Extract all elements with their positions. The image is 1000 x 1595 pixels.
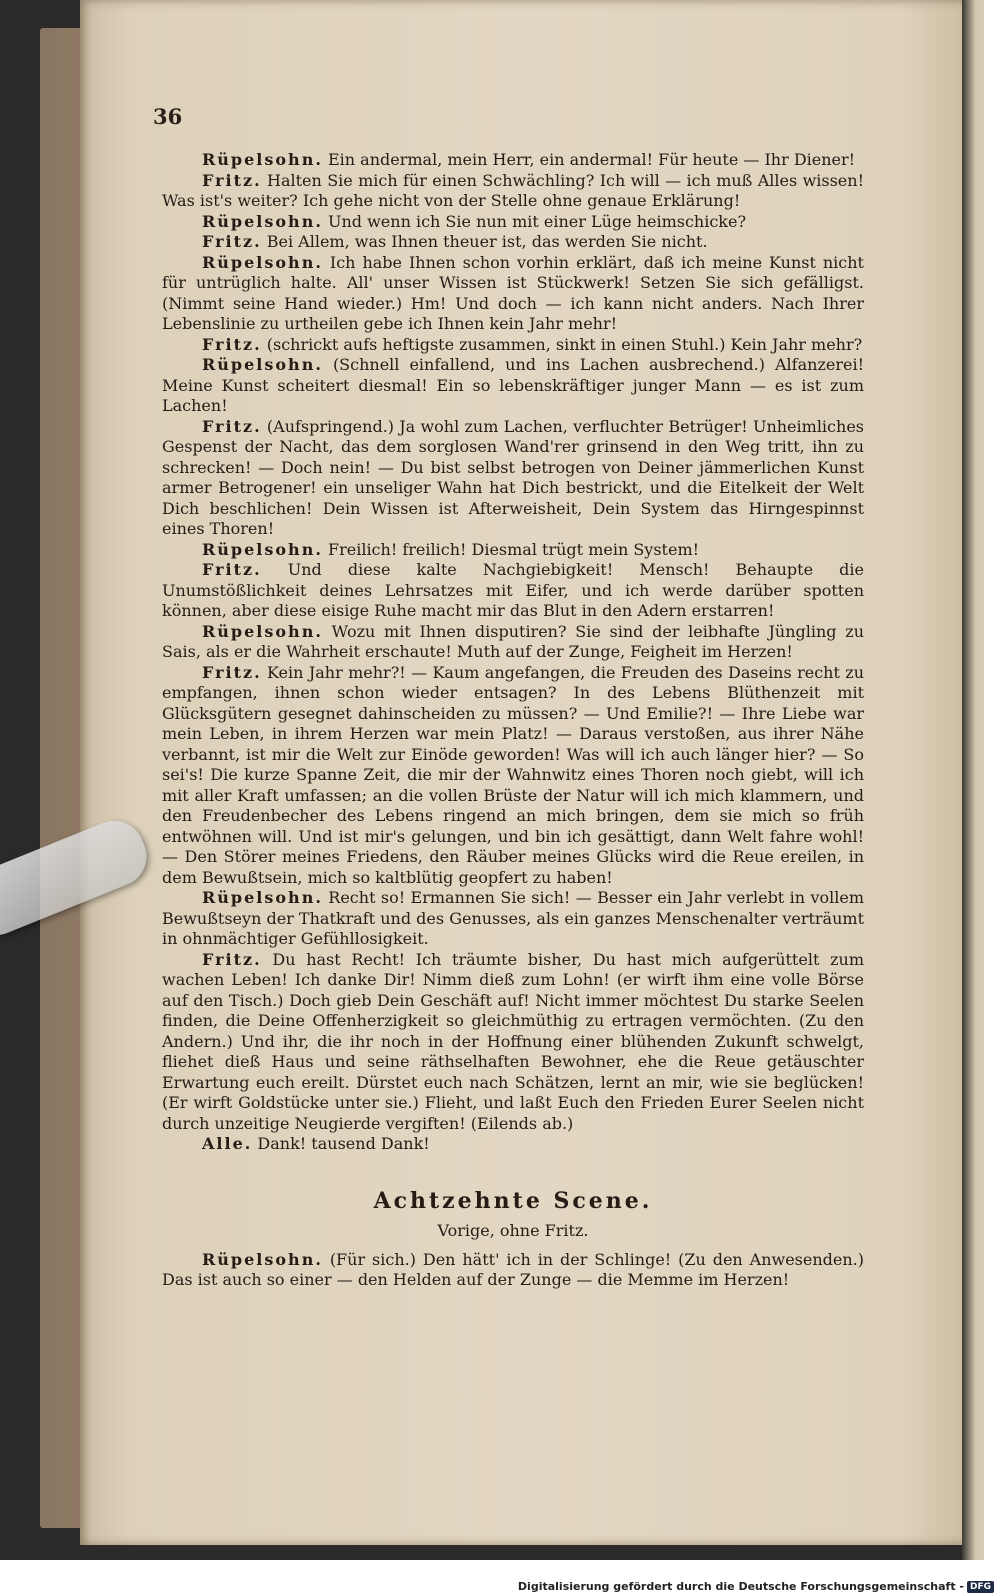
dialogue-text: Ich habe Ihnen schon vorhin erklärt, daß ich meine Kunst nicht für untrüglich halte. All' unser Wissen ist Stückwerk! Setzen Sie sich gefälligst. (Nimmt seine Hand wieder.) Hm! Und doch — ich kann nicht anders. Nach Ihrer Lebenslinie zu urtheilen gebe ich Ihnen kein Jahr mehr! [162,252,864,333]
dialogue-paragraph [162,560,864,622]
speaker-name: Rüpelsohn. [202,252,323,272]
dialogue-paragraph [162,622,864,663]
dialogue-paragraph [162,888,864,950]
speaker-name: Rüpelsohn. [202,888,323,907]
dialogue-text: Freilich! freilich! Diesmal trügt mein System! [327,539,700,559]
dialogue-paragraph [162,232,864,253]
dialogue-text: (schrickt aufs heftigste zusammen, sinkt in einen Stuhl.) Kein Jahr mehr? [266,334,863,354]
dialogue-paragraph [162,253,864,335]
dialogue-text: Wozu mit Ihnen disputiren? Sie sind der leibhafte Jüngling zu Sais, als er die Wahrheit erschaute! Muth auf der Zunge, Feigheit im Herzen! [162,621,864,661]
dialogue-text: Ein andermal, mein Herr, ein andermal! Für heute — Ihr Diener! [327,150,856,169]
dialogue-text: Du hast Recht! Ich träumte bisher, Du hast mich aufgerüttelt zum wachen Leben! Ich danke Dir! Nimm dieß zum Lohn! (er wirft ihm eine volle Börse auf den Tisch.) Doch gieb Dein Geschäft auf! Nicht immer möchtest Du starke Seelen finden, die Deine Offenherzigkeit so gleichmüthig zu ertragen vermöchten. (Zu den Andern.) Und ihr, die ihr noch in der Hoffnung einer blühenden Zukunft schwelgt, fliehet dieß Haus und seine räthselhaften Bewohner, ehe die Reue getäuschter Erwartung euch ereilt. Dürstet euch nach Schätzen, lernt an mir, wie sie beglücken! (Er wirft Goldstücke unter sie.) Flieht, und laßt Euch den Frieden Eurer Seelen nicht durch unzeitige Neugierde vergiften! (Eilends ab.) [162,949,864,1133]
digitization-footer [518,1580,994,1593]
dialogue-paragraph [162,1134,864,1155]
dialogue-text: Und wenn ich Sie nun mit einer Lüge heimschicke? [327,211,747,231]
speaker-name: Rüpelsohn. [202,150,323,169]
speaker-name: Fritz. [202,560,262,579]
dialogue-paragraph [162,150,864,171]
dialogue-text: (Schnell einfallend, und ins Lachen ausbrechend.) Alfanzerei! Meine Kunst scheitert diesmal! Ein so lebenskräftiger junger Mann — es ist zum Lachen! [162,355,865,415]
dialogue-text: Dank! tausend Dank! [257,1134,430,1153]
speaker-name: Fritz. [202,232,262,251]
dfg-logo-icon: DFG [967,1581,994,1593]
dialogue-text: Recht so! Ermannen Sie sich! — Besser ein Jahr verlebt in vollem Bewußtseyn der Thatkraft und des Genusses, als ein ganzes Menschenalter verträumt in ohnmächtiger Gefühllosigkeit. [162,888,864,948]
speaker-name: Fritz. [202,170,262,190]
dialogue-paragraph [162,171,864,212]
speaker-name: Fritz. [202,662,262,682]
dialogue-text: Und diese kalte Nachgiebigkeit! Mensch! Behaupte die Unumstößlichkeit deines Lehrsatzes mit Eifer, und ich werde darüber spotten können, aber diese eisige Ruhe macht mir das Blut in den Adern erstarren! [162,560,864,620]
dialogue-paragraph [162,1250,864,1291]
dialogue-text: Bei Allem, was Ihnen theuer ist, das werden Sie nicht. [266,232,708,251]
dialogue-paragraph [162,417,864,540]
dialogue-text: (Aufspringend.) Ja wohl zum Lachen, verfluchter Betrüger! Unheimliches Gespenst der Nacht, das dem sorglosen Wand'rer grinsend in den Weg tritt, ihn zu schrecken! — Doch nein! — Du bist selbst betrogen von Deiner jämmerlichen Kunst armer Betrogener! ein unseliger Wahn hat Dich bestrickt, und die Eitelkeit der Welt Dich beschlichen! Dein Wissen ist Afterweisheit, Dein System das Hirngespinnst eines Thoren! [162,416,864,538]
page-text [162,150,864,1291]
footer-text: Digitalisierung gefördert durch die Deutsche Forschungsgemeinschaft - [517,1580,964,1593]
dialogue-text: (Für sich.) Den hätt' ich in der Schlinge! (Zu den Anwesenden.) Das ist auch so einer — den Helden auf der Zunge — die Memme im Herzen! [162,1249,864,1289]
next-page-edge [962,0,984,1560]
dialogue-text: Halten Sie mich für einen Schwächling? Ich will — ich muß Alles wissen! Was ist's weiter? Ich gehe nicht von der Stelle ohne genaue Erklärung! [162,170,865,210]
speaker-name: Rüpelsohn. [202,1249,323,1269]
scene-title: Achtzehnte Scene. [373,1187,653,1214]
dialogue-paragraph [162,950,864,1135]
speaker-name: Fritz. [202,416,262,436]
dialogue-paragraph [162,540,864,561]
speaker-name: Rüpelsohn. [202,211,323,231]
page-number: 36 [153,104,183,129]
speaker-name: Rüpelsohn. [202,621,323,641]
speaker-name: Fritz. [202,334,262,354]
dialogue-paragraph [162,355,864,417]
speaker-name: Fritz. [202,949,262,969]
dialogue-paragraph [162,335,864,356]
speaker-name: Rüpelsohn. [202,355,323,374]
speaker-name: Rüpelsohn. [202,539,323,559]
dialogue-text: Kein Jahr mehr?! — Kaum angefangen, die Freuden des Daseins recht zu empfangen, ihnen schon wieder entsagen? In des Lebens Blüthenzeit mit Glücksgütern gesegnet dahinscheiden zu müssen? — Und Emilie?! — Ihre Liebe war mein Leben, in ihrem Herzen war mein Platz! — Daraus verstoßen, aus ihrer Nähe verbannt, ist mir die Welt zur Einöde geworden! Was will ich auch länger hier? — So sei's! Die kurze Spanne Zeit, die mir der Wahnwitz eines Thoren noch giebt, will ich mit aller Kraft umfassen; an die vollen Brüste der Natur will ich mich klammern, und den Freudenbecher des Lebens ringend an mich bringen, dem sie mich so früh entwöhnen will. Und ist mir's gelungen, und bin ich gesättigt, dann Welt fahre wohl! — Den Störer meines Friedens, den Räuber meines Glücks wird die Reue ereilen, in dem Bewußtsein, mich so kaltblütig geopfert zu haben! [162,662,864,887]
dialogue-paragraph [162,663,864,889]
dialogue-paragraph [162,212,864,233]
speaker-name: Alle. [202,1134,253,1153]
scene-subtitle: Vorige, ohne Fritz. [437,1221,589,1240]
